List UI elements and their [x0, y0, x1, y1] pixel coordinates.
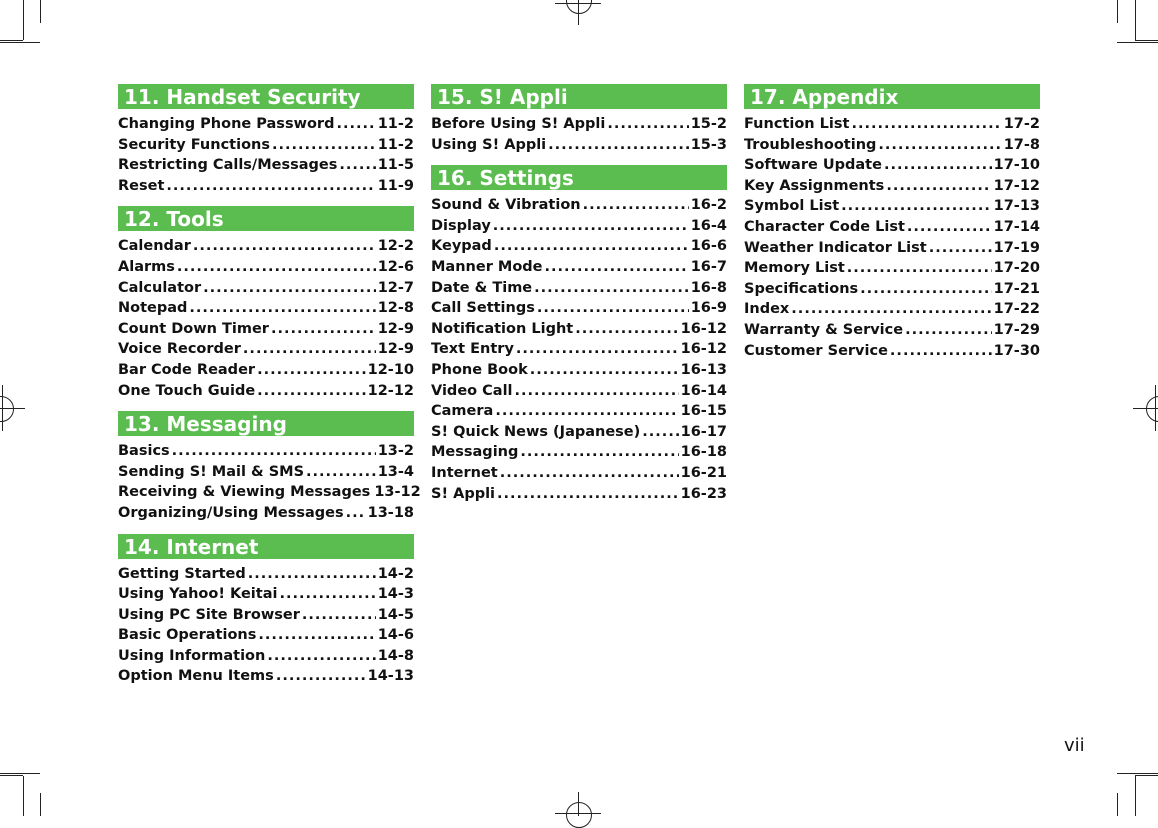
toc-entry-page: 16-4: [690, 217, 727, 234]
toc-entry-label: One Touch Guide: [118, 382, 256, 399]
toc-section: [744, 84, 1040, 361]
toc-entry-label: Manner Mode: [431, 258, 543, 275]
toc-entry[interactable]: [744, 155, 1040, 176]
toc-entry-page: 11-9: [377, 177, 414, 194]
toc-entry[interactable]: [431, 236, 727, 257]
toc-entry[interactable]: [431, 216, 727, 237]
section-title: 12. Tools: [118, 206, 414, 231]
toc-entry[interactable]: [431, 422, 727, 443]
toc-section: [118, 411, 421, 523]
toc-entry[interactable]: [744, 176, 1040, 197]
dot-leader: [166, 176, 375, 197]
toc-entry-page: 17-13: [993, 198, 1040, 215]
toc-entry-page: 12-2: [377, 238, 414, 255]
toc-entry-label: Key Assignments: [744, 177, 885, 194]
toc-entry-page: 13-4: [377, 463, 414, 480]
toc-entry[interactable]: [431, 442, 727, 463]
toc-entry-page: 17-10: [993, 157, 1040, 174]
toc-entry-label: Weather Indicator List: [744, 239, 927, 256]
dot-leader: [515, 381, 679, 402]
toc-entry[interactable]: [118, 482, 421, 503]
dot-leader: [890, 341, 992, 362]
toc-entry-page: 16-21: [680, 464, 727, 481]
toc-entry-page: 17-20: [993, 260, 1040, 277]
toc-entry-page: 17-21: [993, 280, 1040, 297]
toc-entry-page: 12-10: [367, 361, 414, 378]
toc-column-3: [744, 84, 1040, 371]
toc-entry-label: Changing Phone Password: [118, 116, 335, 132]
toc-entry-page: 16-2: [690, 197, 727, 214]
toc-entry-page: 11-5: [377, 157, 414, 174]
section-title: 14. Internet: [118, 534, 414, 559]
toc-entry-page: 12-9: [377, 341, 414, 358]
dot-leader: [258, 625, 375, 646]
toc-entry-page: 16-12: [680, 320, 727, 337]
toc-entry-label: Memory List: [744, 260, 845, 277]
toc-entry[interactable]: [118, 278, 414, 299]
toc-entry-label: Troubleshooting: [744, 136, 877, 153]
dot-leader: [520, 442, 678, 463]
dot-leader: [267, 646, 375, 667]
toc-entry[interactable]: [118, 441, 414, 462]
dot-leader: [495, 401, 678, 422]
dot-leader: [607, 114, 688, 135]
dot-leader: [575, 319, 678, 340]
dot-leader: [537, 298, 689, 319]
toc-entry[interactable]: [431, 339, 727, 360]
toc-entry-label: Notepad: [118, 300, 188, 317]
toc-section: [118, 206, 414, 401]
toc-entry[interactable]: [118, 462, 414, 483]
toc-entry-label: Sending S! Mail & SMS: [118, 463, 305, 480]
toc-entry-label: Function List: [744, 116, 850, 132]
toc-entry[interactable]: [118, 236, 414, 257]
toc-entry-page: 13-18: [367, 504, 414, 521]
dot-leader: [583, 195, 689, 216]
toc-entry-page: 16-17: [680, 423, 727, 440]
toc-entry-label: Before Using S! Appli: [431, 116, 606, 132]
toc-entry-label: Warranty & Service: [744, 321, 904, 338]
toc-entry-page: 16-23: [680, 485, 727, 502]
dot-leader: [884, 155, 992, 176]
toc-entry[interactable]: [431, 484, 727, 505]
toc-entry-page: 17-14: [993, 218, 1040, 235]
toc-entry-label: Organizing/Using Messages: [118, 504, 344, 521]
toc-entry[interactable]: [118, 503, 414, 524]
toc-entry-page: 16-18: [680, 444, 727, 461]
toc-entry[interactable]: [431, 360, 727, 381]
toc-entry-label: Camera: [431, 403, 494, 420]
toc-entry[interactable]: [431, 278, 727, 299]
toc-entry-page: 17-8: [1003, 136, 1040, 153]
toc-entry-label: Count Down Timer: [118, 320, 269, 337]
dot-leader: [929, 238, 992, 259]
section-title: 11. Handset Security: [118, 84, 414, 109]
dot-leader: [851, 114, 1001, 135]
toc-entry-label: Security Functions: [118, 136, 270, 153]
toc-entry[interactable]: [744, 217, 1040, 238]
toc-entry-page: 14-6: [377, 627, 414, 644]
toc-entry-label: Restricting Calls/Messages: [118, 157, 338, 174]
toc-entry-label: S! Appli: [431, 485, 496, 502]
toc-entry-page: 16-8: [690, 279, 727, 296]
toc-entry[interactable]: [744, 279, 1040, 300]
toc-entry[interactable]: [118, 584, 414, 605]
dot-leader: [189, 298, 375, 319]
dot-leader: [493, 216, 689, 237]
toc-entry-label: Basic Operations: [118, 627, 257, 644]
toc-entry-page: 16-7: [690, 258, 727, 275]
toc-entry[interactable]: [118, 319, 414, 340]
toc-entry[interactable]: [431, 135, 727, 156]
dot-leader: [534, 278, 689, 299]
dot-leader: [346, 503, 366, 524]
toc-entry-page: 16-14: [680, 382, 727, 399]
toc-entry-label: Getting Started: [118, 565, 246, 582]
toc-entry-label: Date & Time: [431, 279, 533, 296]
section-title: 15. S! Appli: [431, 84, 727, 109]
toc-entry-label: Text Entry: [431, 341, 514, 358]
toc-entry-page: 14-2: [377, 565, 414, 582]
toc-entry[interactable]: [744, 320, 1040, 341]
dot-leader: [905, 320, 992, 341]
toc-entry-page: 17-22: [993, 301, 1040, 318]
toc-entry-label: Software Update: [744, 157, 882, 174]
toc-entry-label: Index: [744, 301, 790, 318]
toc-entry-label: Notification Light: [431, 320, 574, 337]
dot-leader: [791, 299, 991, 320]
dot-leader: [339, 155, 375, 176]
toc-entry-page: 17-19: [993, 239, 1040, 256]
toc-entry[interactable]: [744, 114, 1040, 135]
dot-leader: [243, 339, 376, 360]
dot-leader: [336, 114, 375, 135]
toc-entry-label: Sound & Vibration: [431, 197, 581, 214]
dot-leader: [302, 605, 376, 626]
toc-entry[interactable]: [431, 463, 727, 484]
toc-entry-label: Calculator: [118, 279, 202, 296]
toc-section: [118, 534, 414, 688]
toc-entry-label: Display: [431, 217, 491, 234]
dot-leader: [847, 258, 992, 279]
toc-entry-label: Calendar: [118, 238, 191, 255]
toc-entry[interactable]: [118, 564, 414, 585]
dot-leader: [886, 176, 991, 197]
toc-entry-label: Option Menu Items: [118, 668, 274, 685]
toc-entry-label: Basics: [118, 443, 170, 460]
dot-leader: [279, 584, 375, 605]
toc-entry-page: 14-3: [377, 586, 414, 603]
toc-entry-label: Specifications: [744, 280, 859, 297]
toc-entry[interactable]: [744, 196, 1040, 217]
toc-column-2: [431, 84, 727, 514]
toc-entry-page: 14-13: [367, 668, 414, 685]
toc-entry-page: 15-3: [690, 136, 727, 153]
dot-leader: [248, 564, 376, 585]
dot-leader: [860, 279, 991, 300]
toc-entry[interactable]: [118, 135, 414, 156]
toc-column-1: [118, 84, 421, 697]
dot-leader: [271, 319, 376, 340]
toc-entry[interactable]: [118, 339, 414, 360]
toc-entry-label: Receiving & Viewing Messages: [118, 484, 371, 501]
toc-entry-page: 13-12: [374, 484, 421, 501]
toc-entry-page: 16-12: [680, 341, 727, 358]
toc-entry-page: 16-9: [690, 300, 727, 317]
toc-entry[interactable]: [118, 114, 414, 135]
toc-section: [118, 84, 414, 196]
toc-entry-page: 12-8: [377, 300, 414, 317]
toc-entry[interactable]: [118, 625, 414, 646]
toc-entry-label: Internet: [431, 464, 498, 481]
page-number: vii: [1064, 735, 1085, 756]
toc-entry-label: Reset: [118, 177, 165, 194]
toc-entry[interactable]: [744, 238, 1040, 259]
toc-entry-label: Character Code List: [744, 218, 905, 235]
dot-leader: [548, 135, 689, 156]
dot-leader: [494, 236, 689, 257]
toc-entry[interactable]: [744, 341, 1040, 362]
dot-leader: [530, 360, 679, 381]
toc-entry[interactable]: [118, 360, 414, 381]
toc-entry-page: 13-2: [377, 443, 414, 460]
toc-entry[interactable]: [118, 605, 414, 626]
toc-entry-page: 12-12: [367, 382, 414, 399]
toc-entry-page: 17-30: [993, 342, 1040, 359]
toc-entry-label: Phone Book: [431, 361, 528, 378]
toc-entry-page: 15-2: [690, 116, 727, 132]
dot-leader: [497, 484, 679, 505]
toc-entry-label: Messaging: [431, 444, 519, 461]
toc-entry[interactable]: [118, 666, 414, 687]
toc-entry-page: 12-9: [377, 320, 414, 337]
section-title: 17. Appendix: [744, 84, 1040, 109]
toc-entry-label: Symbol List: [744, 198, 840, 215]
toc-entry-label: Using Information: [118, 647, 266, 664]
dot-leader: [841, 196, 991, 217]
dot-leader: [276, 666, 366, 687]
dot-leader: [306, 462, 376, 483]
dot-leader: [272, 135, 376, 156]
toc-entry[interactable]: [744, 135, 1040, 156]
toc-entry-page: 14-5: [377, 606, 414, 623]
toc-entry-label: S! Quick News (Japanese): [431, 423, 641, 440]
toc-section: [431, 165, 727, 504]
dot-leader: [257, 360, 366, 381]
toc-entry-label: Using S! Appli: [431, 136, 547, 153]
toc-entry-label: Using PC Site Browser: [118, 606, 300, 623]
dot-leader: [257, 381, 365, 402]
toc-entry[interactable]: [431, 298, 727, 319]
dot-leader: [177, 257, 376, 278]
section-title: 13. Messaging: [118, 411, 414, 436]
toc-entry-page: 14-8: [377, 647, 414, 664]
toc-entry[interactable]: [431, 195, 727, 216]
dot-leader: [193, 236, 376, 257]
toc-entry[interactable]: [431, 257, 727, 278]
toc-entry-label: Video Call: [431, 382, 513, 399]
toc-entry[interactable]: [431, 401, 727, 422]
toc-entry[interactable]: [744, 258, 1040, 279]
toc-entry-label: Using Yahoo! Keitai: [118, 586, 278, 603]
section-title: 16. Settings: [431, 165, 727, 190]
dot-leader: [642, 422, 678, 443]
toc-entry-label: Voice Recorder: [118, 341, 241, 358]
toc-entry[interactable]: [118, 176, 414, 197]
toc-entry-page: 11-2: [377, 116, 414, 132]
dot-leader: [907, 217, 992, 238]
toc-entry-label: Call Settings: [431, 300, 535, 317]
toc-entry[interactable]: [744, 299, 1040, 320]
toc-entry-page: 11-2: [377, 136, 414, 153]
dot-leader: [172, 441, 376, 462]
dot-leader: [878, 135, 1001, 156]
toc-entry-page: 12-7: [377, 279, 414, 296]
toc-entry-page: 16-6: [690, 238, 727, 255]
toc-entry-page: 12-6: [377, 258, 414, 275]
dot-leader: [516, 339, 679, 360]
toc-entry-page: 16-15: [680, 403, 727, 420]
toc-entry[interactable]: [118, 257, 414, 278]
dot-leader: [545, 257, 689, 278]
toc-entry[interactable]: [431, 381, 727, 402]
toc-entry[interactable]: [118, 646, 414, 667]
toc-entry[interactable]: [431, 319, 727, 340]
toc-entry-page: 17-2: [1003, 116, 1040, 132]
toc-entry-label: Alarms: [118, 258, 175, 275]
toc-entry[interactable]: [118, 381, 414, 402]
dot-leader: [500, 463, 679, 484]
toc-entry-label: Customer Service: [744, 342, 888, 359]
toc-entry-page: 16-13: [680, 361, 727, 378]
toc-entry-page: 17-29: [993, 321, 1040, 338]
toc-entry[interactable]: [431, 114, 727, 135]
dot-leader: [203, 278, 376, 299]
toc-section: [431, 84, 727, 155]
toc-entry-label: Bar Code Reader: [118, 361, 256, 378]
toc-entry[interactable]: [118, 298, 414, 319]
toc-entry-label: Keypad: [431, 238, 492, 255]
toc-entry-page: 17-12: [993, 177, 1040, 194]
toc-entry[interactable]: [118, 155, 414, 176]
